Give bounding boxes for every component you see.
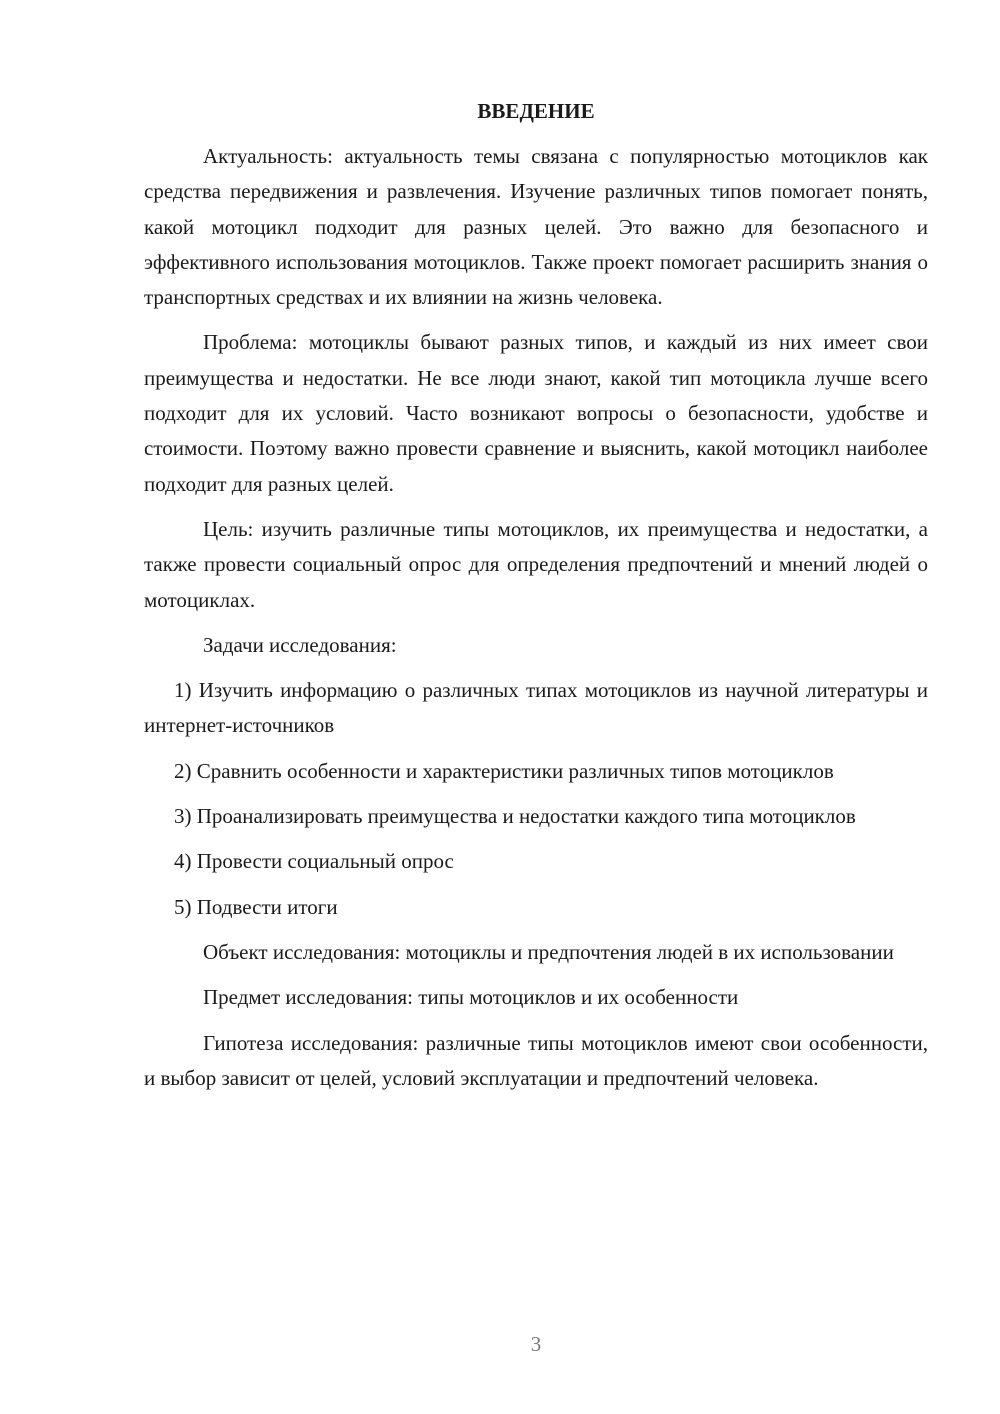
task-item-1: 1) Изучить информацию о различных типах мотоциклов из научной литературы и интернет-источников <box>144 678 928 738</box>
task-item-3: 3) Проанализировать преимущества и недостатки каждого типа мотоциклов <box>174 804 856 829</box>
relevance-paragraph: Актуальность: актуальность темы связана с популярностью мотоциклов как средства передвижения и развлечения. Изучение различных типов помогает понять, какой мотоцикл подходит для разных целей. Это важно для безопасного и эффективного использования мотоциклов. Также проект помогает расширить знания о транспортных средствах и их влиянии на жизнь человека. <box>144 144 928 310</box>
task-item-5: 5) Подвести итоги <box>174 894 338 919</box>
goal-paragraph: Цель: изучить различные типы мотоциклов, их преимущества и недостатки, а также провести социальный опрос для определения предпочтений и мнений людей о мотоциклах. <box>144 516 928 612</box>
task-item-2: 2) Сравнить особенности и характеристики различных типов мотоциклов <box>174 758 834 783</box>
page-title: ВВЕДЕНИЕ <box>477 99 595 123</box>
tasks-title: Задачи исследования: <box>203 632 397 657</box>
subject-paragraph: Предмет исследования: типы мотоциклов и их особенности <box>203 985 739 1010</box>
problem-paragraph: Проблема: мотоциклы бывают разных типов, и каждый из них имеет свои преимущества и недостатки. Не все люди знают, какой тип мотоцикла лучше всего подходит для их условий. Часто возникают вопросы о безопасности, удобстве и стоимости. Поэтому важно провести сравнение и выяснить, какой мотоцикл наиболее подходит для разных целей. <box>144 330 928 496</box>
object-paragraph: Объект исследования: мотоциклы и предпочтения людей в их использовании <box>203 939 894 964</box>
hypothesis-paragraph: Гипотеза исследования: различные типы мотоциклов имеют свои особенности, и выбор зависит от целей, условий эксплуатации и предпочтений человека. <box>144 1030 928 1090</box>
task-item-4: 4) Провести социальный опрос <box>174 849 454 874</box>
page-number: 3 <box>530 1332 542 1356</box>
page-body <box>144 94 928 1106</box>
